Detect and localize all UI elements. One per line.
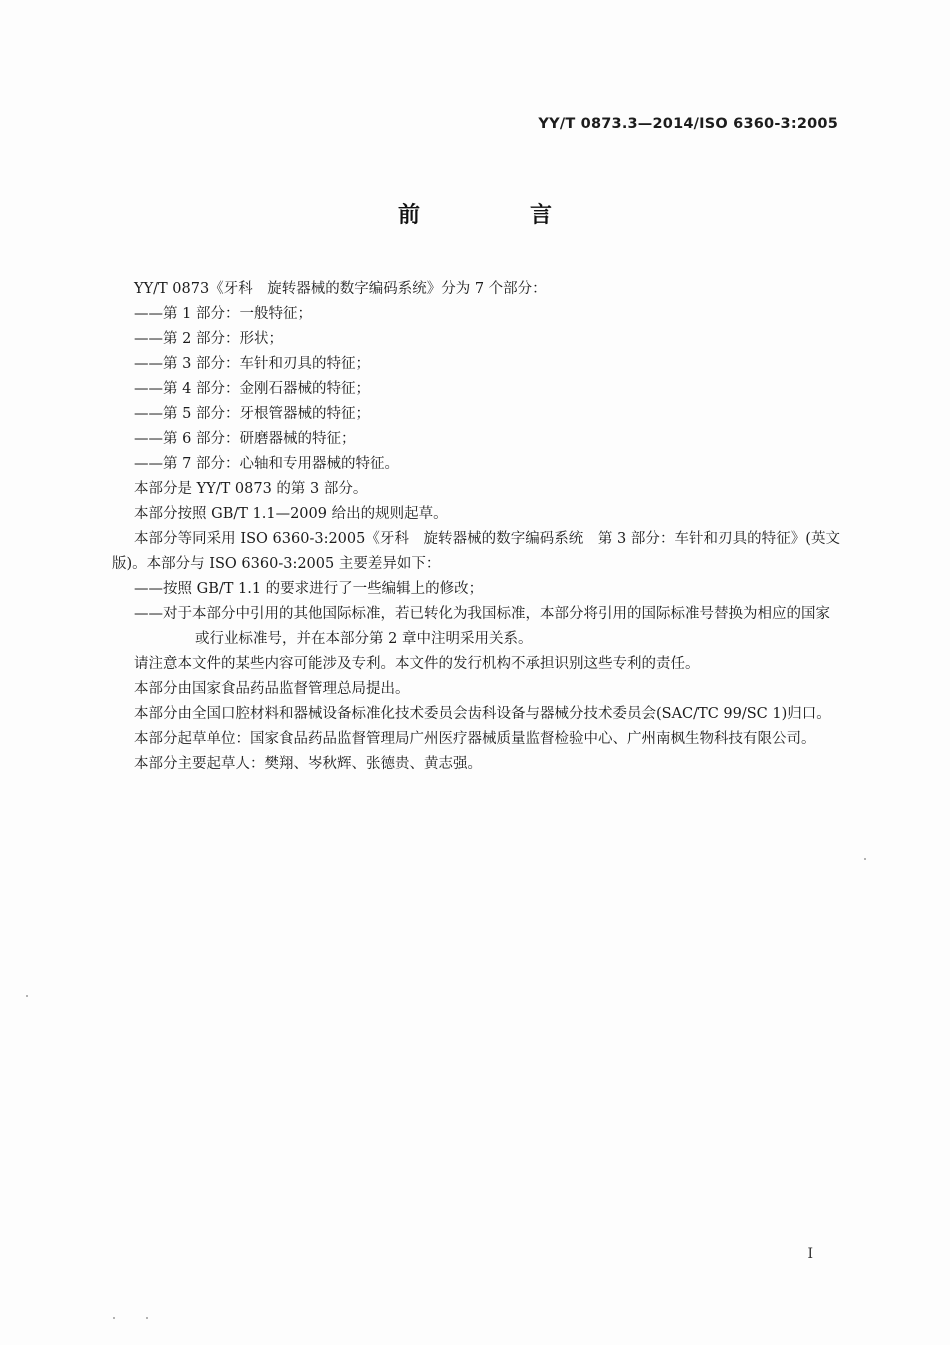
part-list-item: ——第 4 部分：金刚石器械的特征； (134, 381, 370, 397)
scan-speck (26, 995, 28, 997)
scan-speck (113, 1317, 115, 1319)
patent-paragraph: 请注意本文件的某些内容可能涉及专利。本文件的发行机构不承担识别这些专利的责任。 (134, 656, 700, 672)
page-number: I (807, 1246, 813, 1262)
scan-speck (146, 1317, 148, 1319)
part-list-item: ——第 2 部分：形状； (134, 331, 283, 347)
drafters-paragraph: 本部分主要起草人：樊翔、岑秋辉、张德贵、黄志强。 (134, 756, 482, 772)
page-title: 前 言 (397, 203, 596, 228)
drafting-rule-paragraph: 本部分按照 GB/T 1.1—2009 给出的规则起草。 (134, 506, 448, 522)
drafting-units-paragraph: 本部分起草单位：国家食品药品监督管理局广州医疗器械质量监督检验中心、广州南枫生物科技有限公司。 (134, 731, 816, 747)
difference-item: ——按照 GB/T 1.1 的要求进行了一些编辑上的修改； (134, 581, 484, 597)
part-list-item: ——第 5 部分：牙根管器械的特征； (134, 406, 370, 422)
part-list-item: ——第 6 部分：研磨器械的特征； (134, 431, 356, 447)
intro-paragraph: YY/T 0873《牙科 旋转器械的数字编码系统》分为 7 个部分： (134, 281, 547, 297)
centralized-paragraph: 本部分由全国口腔材料和器械设备标准化技术委员会齿科设备与器械分技术委员会(SAC/TC 99/SC 1)归口。 (134, 706, 831, 722)
scan-speck (864, 858, 866, 860)
part-list-item: ——第 1 部分：一般特征； (134, 306, 312, 322)
part-list-item: ——第 3 部分：车针和刃具的特征； (134, 356, 370, 372)
difference-item: ——对于本部分中引用的其他国际标准，若已转化为我国标准，本部分将引用的国际标准号替换为相应的国家或行业标准号，并在本部分第 2 章中注明采用关系。 (134, 606, 830, 647)
standard-code: YY/T 0873.3—2014/ISO 6360-3:2005 (538, 116, 838, 132)
proposed-by-paragraph: 本部分由国家食品药品监督管理总局提出。 (134, 681, 410, 697)
part-list-item: ——第 7 部分：心轴和专用器械的特征。 (134, 456, 399, 472)
part-of-paragraph: 本部分是 YY/T 0873 的第 3 部分。 (134, 481, 368, 497)
adoption-paragraph: 本部分等同采用 ISO 6360-3:2005《牙科 旋转器械的数字编码系统 第 3 部分：车针和刃具的特征》(英文版)。本部分与 ISO 6360-3:2005 主要差异如下： (112, 531, 840, 572)
foreword-body (112, 277, 840, 777)
